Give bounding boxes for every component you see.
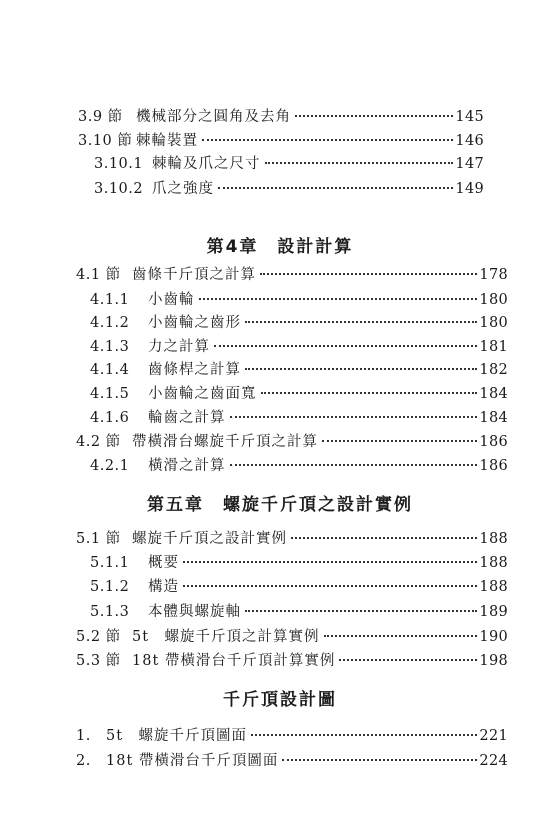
entry-page: 186 — [479, 434, 508, 450]
dot-leader — [199, 296, 478, 300]
entry-page: 149 — [455, 181, 484, 197]
entry-number: 5.1 節 — [76, 531, 121, 547]
entry-number: 3.10.1 — [94, 156, 144, 172]
entry-number: 4.1.3 — [90, 339, 130, 355]
toc-entry — [76, 530, 508, 548]
entry-page: 189 — [479, 604, 508, 620]
entry-number: 4.1 節 — [76, 267, 121, 283]
chapter-heading: 第五章 螺旋千斤頂之設計實例 — [147, 495, 413, 515]
toc-entry — [90, 338, 508, 356]
entry-title: 小齒輪 — [148, 292, 195, 308]
toc-entry — [76, 628, 508, 646]
dot-leader — [245, 319, 477, 323]
entry-number: 4.2 節 — [76, 434, 121, 450]
entry-title: 小齒輪之齒形 — [148, 315, 241, 331]
dot-leader — [230, 462, 478, 466]
dot-leader — [291, 535, 477, 539]
dot-leader — [295, 113, 453, 117]
dot-leader — [202, 137, 453, 141]
entry-title: 本體與螺旋軸 — [148, 604, 241, 620]
dot-leader — [261, 390, 478, 394]
entry-title: 棘輪裝置 — [136, 133, 198, 149]
toc-entry — [90, 457, 508, 475]
dot-leader — [218, 185, 453, 189]
toc-entry — [94, 180, 484, 198]
dot-leader — [183, 583, 477, 587]
entry-number: 4.2.1 — [90, 458, 130, 474]
entry-number: 5.1.1 — [90, 555, 130, 571]
entry-title: 18t 帶橫滑台千斤頂圖面 — [106, 753, 279, 769]
chapter-heading: 千斤頂設計圖 — [223, 690, 337, 710]
toc-entry — [90, 578, 508, 596]
entry-number: 4.1.5 — [90, 386, 130, 402]
dot-leader — [339, 657, 477, 661]
toc-entry — [90, 314, 508, 332]
dot-leader — [251, 732, 477, 736]
toc-entry — [90, 291, 508, 309]
entry-number: 1. — [76, 728, 91, 744]
entry-page: 221 — [479, 728, 508, 744]
entry-title: 力之計算 — [148, 339, 210, 355]
toc-entry — [94, 155, 484, 173]
toc-entry — [90, 603, 508, 621]
toc-entry — [78, 108, 484, 126]
entry-page: 180 — [479, 292, 508, 308]
entry-page: 224 — [479, 753, 508, 769]
entry-page: 147 — [455, 156, 484, 172]
entry-title: 5t 螺旋千斤頂之計算實例 — [132, 629, 320, 645]
entry-number: 3.10 節 — [78, 133, 133, 149]
entry-title: 5t 螺旋千斤頂圖面 — [106, 728, 248, 744]
entry-title: 棘輪及爪之尺寸 — [152, 156, 261, 172]
entry-number: 5.1.2 — [90, 579, 130, 595]
toc-entry — [90, 385, 508, 403]
entry-title: 輪齒之計算 — [148, 410, 226, 426]
entry-page: 182 — [479, 362, 508, 378]
entry-number: 3.9 節 — [78, 109, 123, 125]
entry-page: 198 — [479, 653, 508, 669]
entry-page: 188 — [479, 531, 508, 547]
entry-title: 齒條千斤頂之計算 — [132, 267, 256, 283]
dot-leader — [265, 160, 454, 164]
entry-page: 178 — [479, 267, 508, 283]
dot-leader — [245, 366, 477, 370]
entry-title: 18t 帶橫滑台千斤頂計算實例 — [132, 653, 336, 669]
toc-entry — [76, 727, 508, 745]
dot-leader — [230, 414, 478, 418]
dot-leader — [245, 608, 477, 612]
entry-number: 4.1.2 — [90, 315, 130, 331]
entry-page: 190 — [479, 629, 508, 645]
entry-number: 4.1.6 — [90, 410, 130, 426]
toc-entry — [78, 132, 484, 150]
toc-entry — [90, 361, 508, 379]
dot-leader — [183, 559, 477, 563]
toc-entry — [76, 266, 508, 284]
entry-number: 4.1.4 — [90, 362, 130, 378]
entry-number: 2. — [76, 753, 91, 769]
chapter-heading: 第4章 設計計算 — [206, 237, 354, 257]
entry-title: 齒條桿之計算 — [148, 362, 241, 378]
entry-title: 橫滑之計算 — [148, 458, 226, 474]
toc-entry — [90, 409, 508, 427]
entry-page: 146 — [455, 133, 484, 149]
toc-entry — [90, 554, 508, 572]
entry-page: 188 — [479, 579, 508, 595]
entry-title: 構造 — [148, 579, 179, 595]
entry-title: 爪之強度 — [152, 181, 214, 197]
entry-number: 3.10.2 — [94, 181, 144, 197]
toc-entry — [76, 433, 508, 451]
entry-page: 180 — [479, 315, 508, 331]
entry-number: 4.1.1 — [90, 292, 130, 308]
entry-page: 181 — [479, 339, 508, 355]
dot-leader — [282, 757, 477, 761]
entry-number: 5.1.3 — [90, 604, 130, 620]
entry-page: 188 — [479, 555, 508, 571]
entry-title: 螺旋千斤頂之設計實例 — [132, 531, 287, 547]
entry-title: 概要 — [148, 555, 179, 571]
entry-number: 5.3 節 — [76, 653, 121, 669]
dot-leader — [260, 271, 477, 275]
toc-entry — [76, 652, 508, 670]
toc-entry — [76, 752, 508, 770]
dot-leader — [324, 633, 478, 637]
entry-page: 145 — [455, 109, 484, 125]
dot-leader — [322, 438, 477, 442]
entry-title: 小齒輪之齒面寬 — [148, 386, 257, 402]
entry-page: 186 — [479, 458, 508, 474]
entry-page: 184 — [479, 410, 508, 426]
entry-page: 184 — [479, 386, 508, 402]
entry-title: 機械部分之圓角及去角 — [136, 109, 291, 125]
dot-leader — [214, 343, 477, 347]
entry-number: 5.2 節 — [76, 629, 121, 645]
entry-title: 帶橫滑台螺旋千斤頂之計算 — [132, 434, 318, 450]
